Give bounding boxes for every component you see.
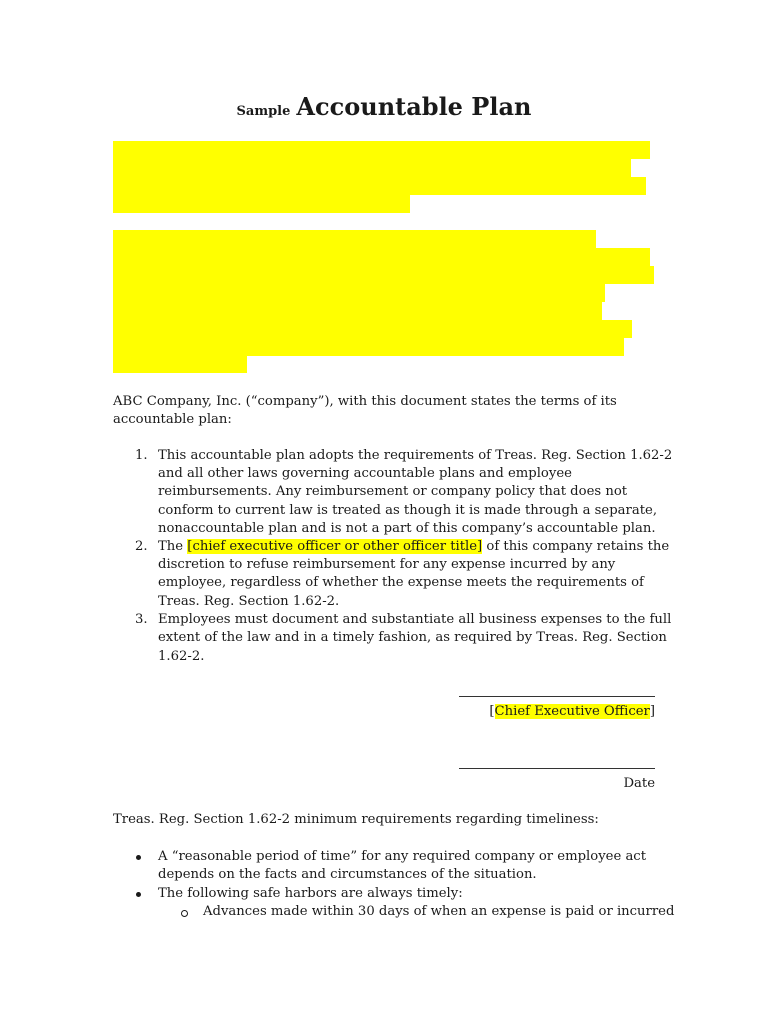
bullet-2-text: The following safe harbors are always timely:	[158, 886, 463, 901]
date-signature-line	[459, 768, 655, 769]
date-label: Date	[623, 776, 655, 791]
redaction-bar	[113, 248, 650, 266]
bullet-1-line: A “reasonable period of time” for any required company or employee act	[158, 849, 646, 864]
list-item-2-line: Treas. Reg. Section 1.62-2.	[158, 594, 340, 609]
title-prefix: Sample	[236, 104, 291, 119]
hollow-bullet-icon	[181, 910, 188, 917]
officer-signature-line	[459, 696, 655, 697]
list-item-2-line: employee, regardless of whether the expense meets the requirements of	[158, 575, 644, 590]
list-item-1-line: This accountable plan adopts the requirements of Treas. Reg. Section 1.62-2	[158, 448, 673, 463]
list-item-3-line: Employees must document and substantiate all business expenses to the full	[158, 612, 672, 627]
list-number: 2.	[135, 539, 148, 554]
redaction-bar	[113, 141, 650, 159]
redaction-bar	[113, 230, 596, 248]
list-number: 1.	[135, 448, 148, 463]
document-title	[0, 92, 768, 121]
redaction-bar	[113, 302, 602, 320]
intro-line-1: ABC Company, Inc. (“company”), with this document states the terms of its	[113, 394, 617, 409]
redaction-bar	[113, 177, 646, 195]
list-item-3-line: extent of the law and in a timely fashion, as required by Treas. Reg. Section	[158, 630, 667, 645]
list-item-1-line: reimbursements. Any reimbursement or company policy that does not	[158, 484, 628, 499]
list-item-1-line: nonaccountable plan and is not a part of this company’s accountable plan.	[158, 521, 656, 536]
list-item-2-suffix: of this company retains the	[482, 539, 670, 554]
list-item-1-line: and all other laws governing accountable plans and employee	[158, 466, 572, 481]
redaction-bar	[113, 284, 605, 302]
close-bracket: ]	[649, 704, 655, 719]
officer-title-label: Chief Executive Officer	[494, 704, 650, 719]
redaction-bar	[113, 266, 654, 284]
timeliness-heading: Treas. Reg. Section 1.62-2 minimum requirements regarding timeliness:	[113, 812, 599, 827]
list-item-2-prefix: The	[158, 539, 188, 554]
officer-title-placeholder: [chief executive officer or other officer title]	[187, 539, 483, 554]
list-item-2-first-line	[158, 538, 669, 556]
redaction-bar	[113, 195, 410, 213]
list-item-1-line: conform to current law is treated as though it is made through a separate,	[158, 503, 658, 518]
redaction-bar	[113, 320, 632, 338]
bullet-icon	[136, 892, 141, 897]
intro-line-2: accountable plan:	[113, 412, 232, 427]
list-item-3-line: 1.62-2.	[158, 649, 205, 664]
title-main: Accountable Plan	[296, 92, 532, 121]
bullet-icon	[136, 855, 141, 860]
officer-signature-label	[455, 703, 655, 721]
redaction-bar	[113, 338, 624, 356]
list-number: 3.	[135, 612, 148, 627]
list-item-2-line: discretion to refuse reimbursement for any expense incurred by any	[158, 557, 616, 572]
redaction-bar	[113, 356, 247, 373]
redaction-bar	[113, 159, 631, 177]
sub-bullet-1-text: Advances made within 30 days of when an expense is paid or incurred	[203, 904, 675, 919]
bullet-1-line: depends on the facts and circumstances of the situation.	[158, 867, 537, 882]
open-bracket: [	[489, 704, 495, 719]
